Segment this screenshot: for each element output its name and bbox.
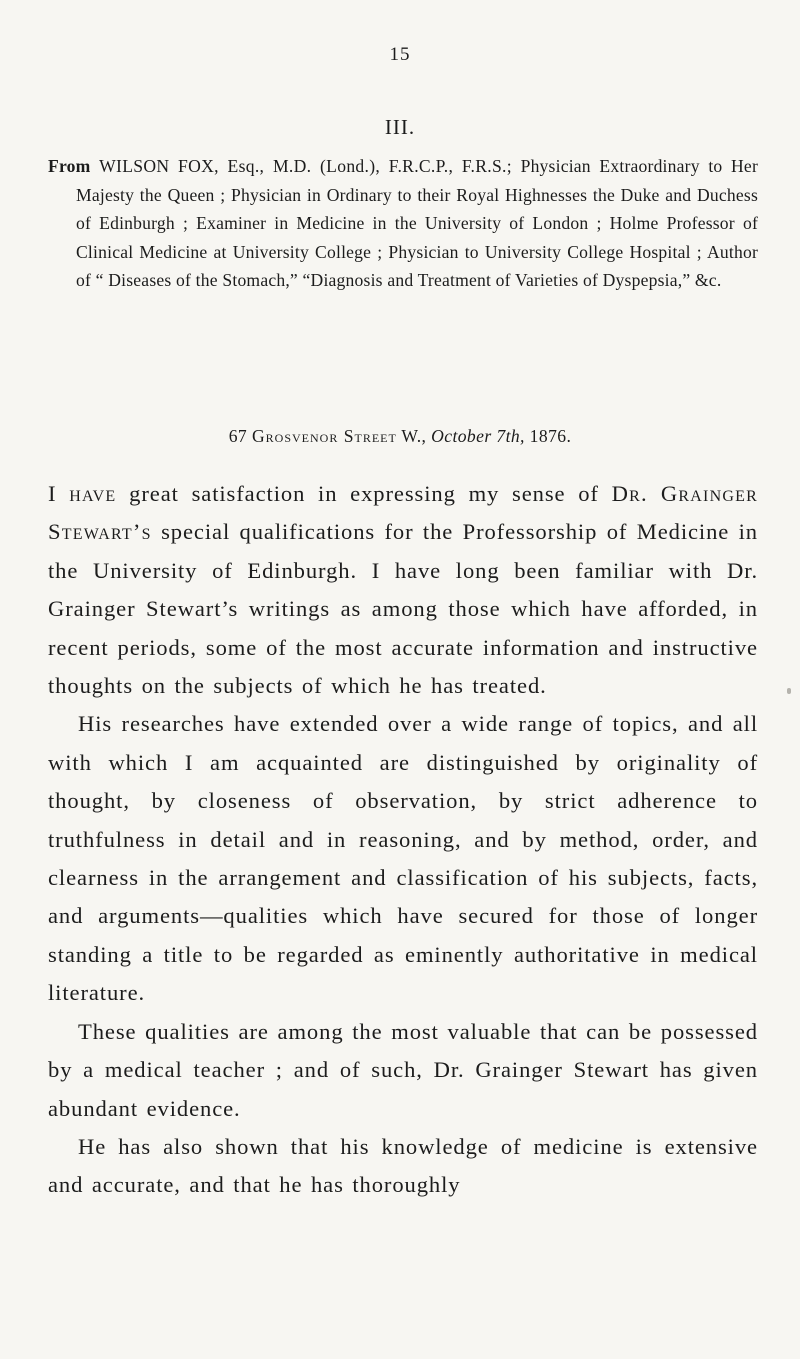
paragraph-4: He has also shown that his knowledge of medicine is extensive and accurate, and that he has thoroughly [48, 1133, 758, 1198]
paragraph-2: His researches have extended over a wide range of topics, and all with which I am acquainted are distinguished by originality of thought, by closeness of observation, by strict adherence to truthfulness in detail and in reasoning, and by method, order, and clearness in the arrangement and classification of his subjects, facts, and arguments—qualities which have secured for those of longer standing a title to be regarded as eminently authoritative in medical literature. [48, 711, 758, 1006]
letter-year: 1876. [529, 426, 572, 446]
paragraph-1 [48, 475, 758, 705]
from-word: From [48, 156, 91, 176]
author-name: WILSON FOX, Esq., M.D. (Lond.), F.R.C.P., F.R.S.; [99, 156, 512, 176]
subject-name: Dr. Grainger Stewart’s [48, 481, 758, 545]
letter-attribution [48, 152, 758, 295]
opening-word-have: have [69, 481, 117, 506]
letter-body [48, 475, 758, 1205]
paragraph-1-part-1: great satisfaction in expressing my sense of [129, 481, 599, 506]
address-street: Grosvenor Street [251, 426, 397, 446]
address-number: 67 [228, 426, 248, 446]
paper-speck [787, 688, 791, 694]
paragraph-1-part-2: special qualifications for the Professorship of Medicine in the University of Edinburgh. I have long been familiar with Dr. Grainger Stewart’s writings as among those which have afforded, in recent periods, some of the most accurate information and instructive thoughts on the subjects of which he has treated. [48, 519, 758, 699]
page-number: 15 [389, 44, 411, 65]
section-numeral: III. [384, 115, 416, 139]
address-district: W., [401, 426, 427, 446]
paragraph-3: These qualities are among the most valuable that can be possessed by a medical teacher ; and of such, Dr. Grainger Stewart has given abundant evidence. [48, 1018, 758, 1121]
author-credentials: Physician Extraordinary to Her Majesty the Queen ; Physician in Ordinary to their Royal Highnesses the Duke and Duchess of Edinburgh ; Examiner in Medicine in the University of London ; Holme Professor of Clinical Medicine at University College ; Physician to University College Hospital ; Author of “ Diseases of the Stomach,” “Diagnosis and Treatment of Varieties of Dyspepsia,” &c. [76, 156, 758, 290]
opening-word-i: I [48, 481, 57, 506]
letter-date: October 7th, [431, 426, 525, 446]
letter-address-date [0, 426, 800, 447]
